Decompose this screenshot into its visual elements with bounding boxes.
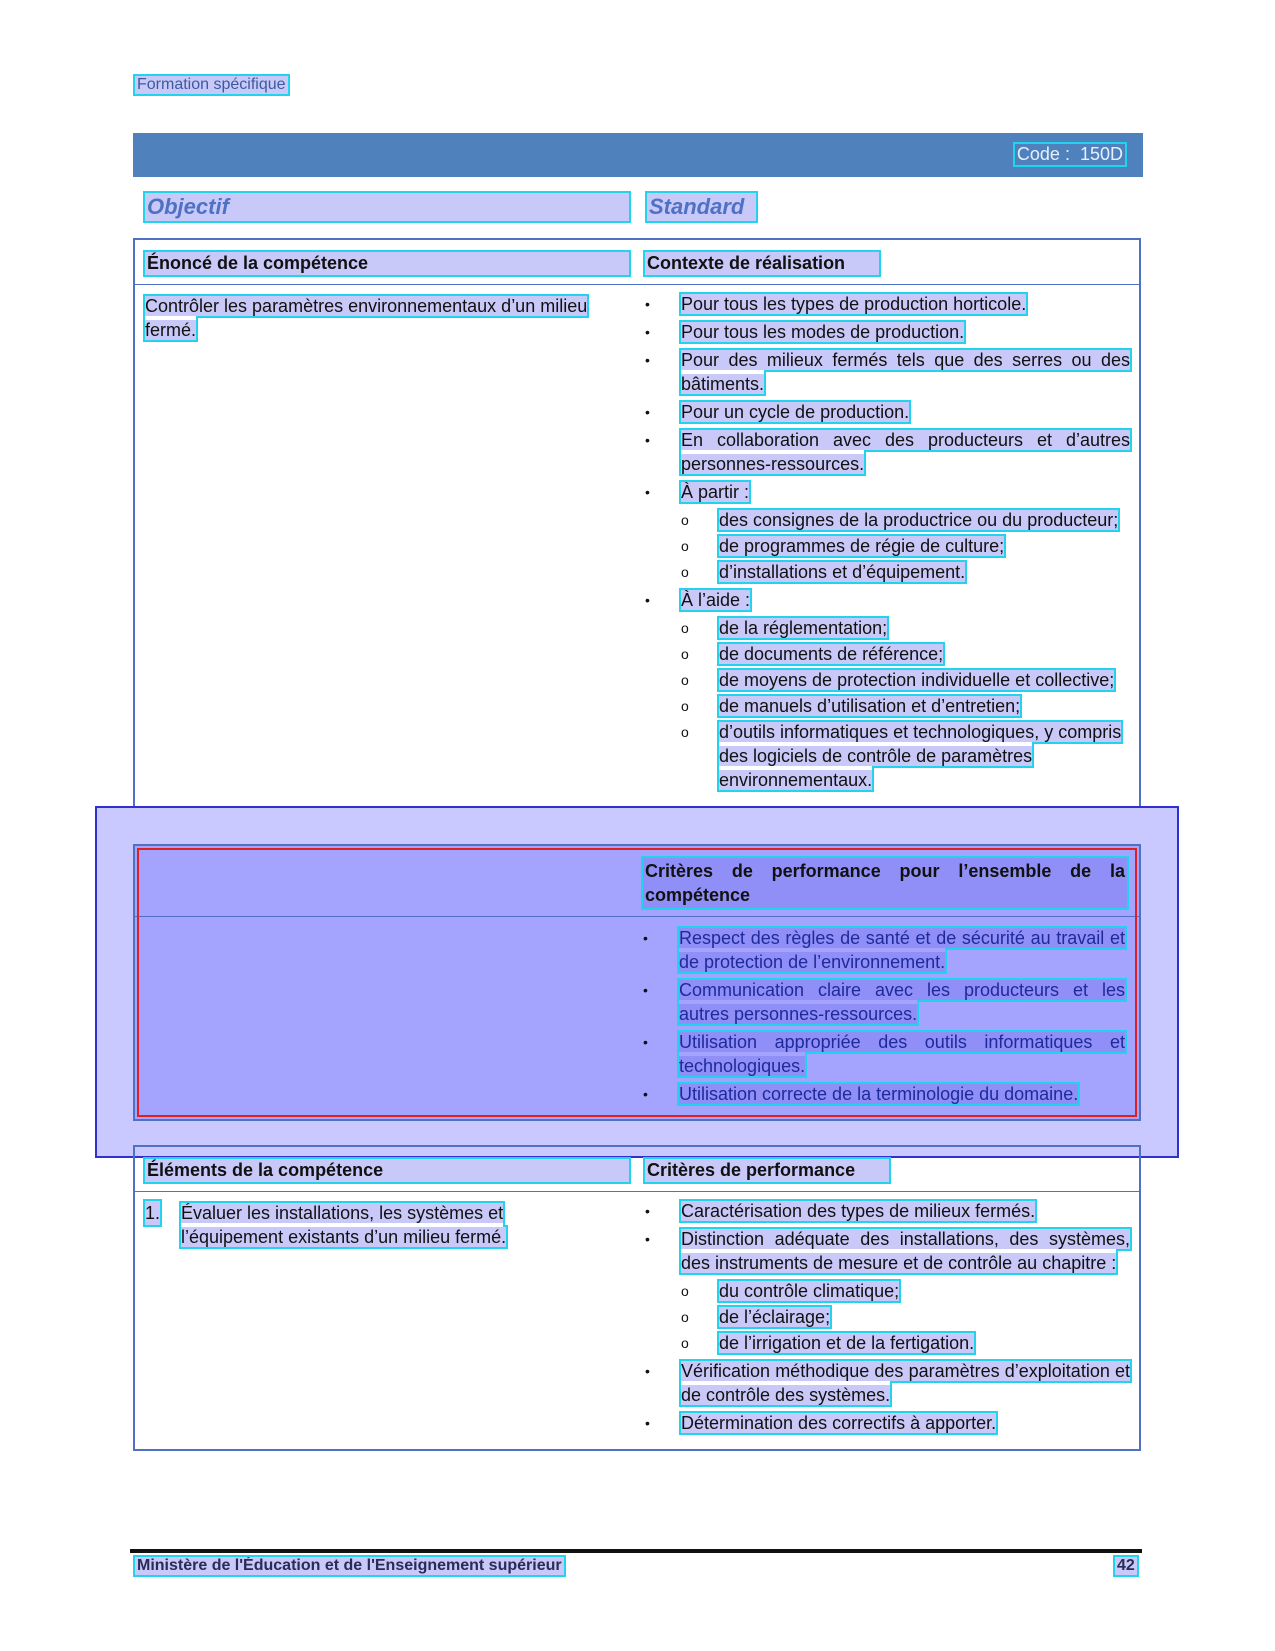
bullet-marker: • <box>645 404 650 420</box>
bullet-marker: • <box>643 1034 648 1050</box>
sub-item <box>681 694 1130 718</box>
bullet-text: Caractérisation des types de milieux fermés. <box>681 1201 1036 1221</box>
sub-item-text: de programmes de régie de culture; <box>719 536 1005 556</box>
bullet-item <box>645 480 1130 584</box>
sub-bullet-marker: o <box>681 724 689 740</box>
code-bar <box>133 133 1143 177</box>
competence-statement-header: Énoncé de la compétence <box>145 252 629 275</box>
sub-bullet-marker: o <box>681 1335 689 1351</box>
bullet-text: Communication claire avec les producteurs et les autres personnes-ressources. <box>679 980 1125 1024</box>
element-item <box>145 1201 565 1249</box>
criteria-list <box>645 1199 1130 1439</box>
sub-item-text: de manuels d’utilisation et d’entretien; <box>719 696 1021 716</box>
bullet-text: Distinction adéquate des installations, des systèmes, des instruments de mesure et de contrôle au chapitre : <box>681 1229 1130 1273</box>
bullet-marker: • <box>645 592 650 608</box>
sub-bullet-marker: o <box>681 698 689 714</box>
standard-heading: Standard <box>647 193 756 221</box>
bullet-marker: • <box>645 1203 650 1219</box>
sub-item-text: de documents de référence; <box>719 644 944 664</box>
bullet-marker: • <box>645 324 650 340</box>
sub-bullet-marker: o <box>681 1283 689 1299</box>
bullet-item <box>645 588 1130 792</box>
bullet-text: À l’aide : <box>681 590 751 610</box>
bullet-text: Utilisation appropriée des outils informatiques et technologiques. <box>679 1032 1125 1076</box>
sub-item-text: de l’irrigation et de la fertigation. <box>719 1333 975 1353</box>
bullet-text: Pour des milieux fermés tels que des serres ou des bâtiments. <box>681 350 1130 394</box>
sub-bullet-marker: o <box>681 564 689 580</box>
global-performance-header: Critères de performance pour l’ensemble de la compétence <box>643 858 1127 908</box>
objective-heading: Objectif <box>145 193 629 221</box>
sub-list <box>681 508 1130 584</box>
context-list <box>645 292 1130 796</box>
sub-item-text: de la réglementation; <box>719 618 888 638</box>
sub-bullet-marker: o <box>681 672 689 688</box>
sub-item <box>681 642 1130 666</box>
sub-bullet-marker: o <box>681 1309 689 1325</box>
sub-item-text: d’outils informatiques et technologiques, y compris des logiciels de contrôle de paramètres environnementaux. <box>719 722 1122 790</box>
sub-item-text: du contrôle climatique; <box>719 1281 900 1301</box>
bullet-marker: • <box>645 1363 650 1379</box>
sub-item <box>681 560 1130 584</box>
sub-item <box>681 508 1130 532</box>
element-text: Évaluer les installations, les systèmes et l’équipement existants d’un milieu fermé. <box>181 1203 507 1247</box>
sub-item <box>681 1305 1130 1329</box>
bullet-text: En collaboration avec des producteurs et d’autres personnes-ressources. <box>681 430 1130 474</box>
header-divider <box>135 284 1139 285</box>
sub-item <box>681 720 1130 792</box>
code-value: 150D <box>1079 144 1123 164</box>
bullet-marker: • <box>643 1086 648 1102</box>
bullet-text: Pour un cycle de production. <box>681 402 910 422</box>
sub-item-text: de l’éclairage; <box>719 1307 831 1327</box>
sub-bullet-marker: o <box>681 512 689 528</box>
running-header: Formation spécifique <box>137 76 286 93</box>
sub-bullet-marker: o <box>681 646 689 662</box>
sub-item-text: d’installations et d’équipement. <box>719 562 966 582</box>
bullet-text: Pour tous les modes de production. <box>681 322 965 342</box>
bullet-marker: • <box>645 352 650 368</box>
footer-rule <box>130 1549 1142 1553</box>
bullet-item <box>645 348 1130 396</box>
sub-item <box>681 1279 1130 1303</box>
page-number: 42 <box>1117 1557 1135 1574</box>
bullet-text: À partir : <box>681 482 750 502</box>
competence-statement <box>145 294 600 342</box>
bullet-text: Détermination des correctifs à apporter. <box>681 1413 997 1433</box>
element-number: 1. <box>145 1203 161 1223</box>
bullet-item <box>645 1199 1130 1223</box>
sub-item <box>681 616 1130 640</box>
competence-statement-text: Contrôler les paramètres environnementaux d’un milieu fermé. <box>145 296 588 340</box>
bullet-marker: • <box>643 930 648 946</box>
criteria-header: Critères de performance <box>645 1159 889 1182</box>
bullet-marker: • <box>645 1415 650 1431</box>
footer-publisher: Ministère de l'Éducation et de l'Enseignement supérieur <box>137 1557 562 1574</box>
elements-header-divider <box>135 1191 1139 1192</box>
bullet-list <box>645 292 1130 792</box>
elements-header: Éléments de la compétence <box>145 1159 629 1182</box>
bullet-text: Vérification méthodique des paramètres d’exploitation et de contrôle des systèmes. <box>681 1361 1130 1405</box>
sub-list <box>681 616 1130 792</box>
bullet-item <box>645 1411 1130 1435</box>
bullet-item <box>645 428 1130 476</box>
context-header: Contexte de réalisation <box>645 252 879 275</box>
sub-item <box>681 668 1130 692</box>
bullet-item <box>645 1227 1130 1355</box>
bullet-list <box>645 1199 1130 1435</box>
sub-item-text: de moyens de protection individuelle et collective; <box>719 670 1115 690</box>
bullet-item <box>645 292 1130 316</box>
sub-item <box>681 1331 1130 1355</box>
bullet-marker: • <box>643 982 648 998</box>
bullet-marker: • <box>645 432 650 448</box>
code-label <box>1015 144 1125 165</box>
sub-bullet-marker: o <box>681 620 689 636</box>
bullet-text: Respect des règles de santé et de sécurité au travail et de protection de l’environnement. <box>679 928 1125 972</box>
sub-bullet-marker: o <box>681 538 689 554</box>
bullet-marker: • <box>645 1231 650 1247</box>
sub-list <box>681 1279 1130 1355</box>
sub-item <box>681 534 1130 558</box>
bullet-item <box>645 400 1130 424</box>
bullet-marker: • <box>645 484 650 500</box>
highlight-frame <box>137 848 1137 1117</box>
bullet-text: Utilisation correcte de la terminologie du domaine. <box>679 1084 1079 1104</box>
bullet-marker: • <box>645 296 650 312</box>
bullet-item <box>645 1359 1130 1407</box>
sub-item-text: des consignes de la productrice ou du producteur; <box>719 510 1119 530</box>
bullet-text: Pour tous les types de production horticole. <box>681 294 1027 314</box>
code-label-text: Code : <box>1016 144 1070 164</box>
competence-table <box>133 238 1141 819</box>
bullet-item <box>645 320 1130 344</box>
elements-table <box>133 1145 1141 1451</box>
